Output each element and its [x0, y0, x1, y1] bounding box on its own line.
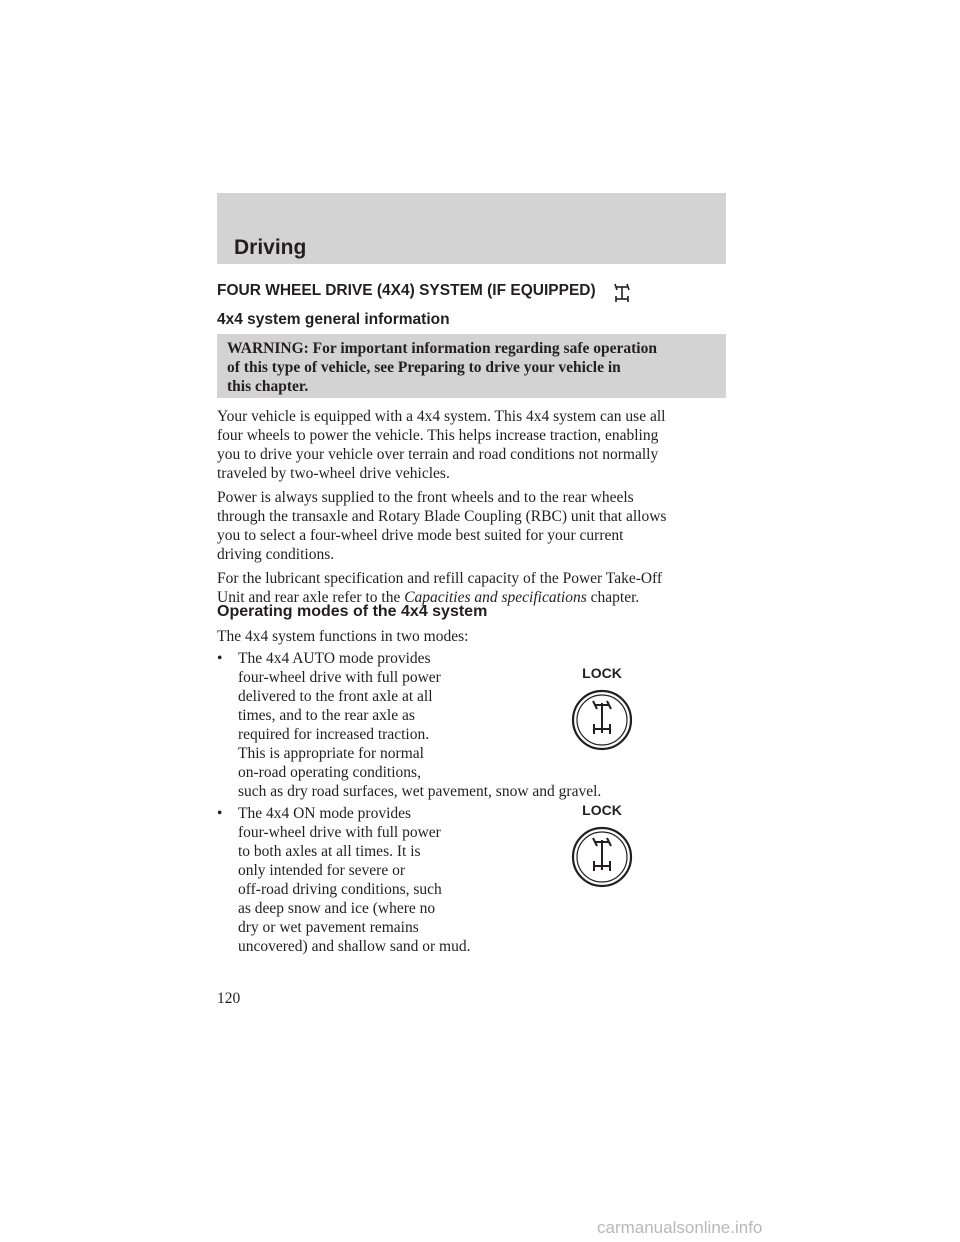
modes-heading: Operating modes of the 4x4 system — [217, 603, 488, 620]
lock-button-icon — [569, 802, 635, 892]
bullet: • — [217, 805, 223, 822]
lock-label: LOCK — [582, 802, 622, 818]
chapter-reference: Capacities and specifications — [404, 589, 587, 606]
warning-line: of this type of vehicle, see Preparing to drive your vehicle in — [227, 359, 621, 376]
4x4-drivetrain-icon — [612, 282, 632, 304]
bullet: • — [217, 650, 223, 667]
4x4-lock-icon — [569, 824, 635, 890]
subsection-title: 4x4 system general information — [217, 311, 450, 328]
paragraph-lubricant: For the lubricant specification and refill capacity of the Power Take-Off Unit and rear axle refer to the Capacities and specifications chapter. — [217, 570, 663, 606]
header-band — [217, 193, 726, 264]
modes-intro: The 4x4 system functions in two modes: — [217, 628, 469, 645]
warning-box — [217, 334, 726, 398]
list-item-auto-mode: • The 4x4 AUTO mode provides four-wheel drive with full power delivered to the front axle at all times, and to the rear axle as required for increased traction. This is appropriate for normal on-road operating conditions, such as dry road surfaces, wet pavement, snow and gravel. — [217, 650, 602, 800]
lock-label: LOCK — [582, 665, 622, 681]
paragraph-power: Power is always supplied to the front wheels and to the rear wheels through the transaxle and Rotary Blade Coupling (RBC) unit that allows you to select a four-wheel drive mode best suited for your current driving conditions. — [217, 489, 667, 563]
page-number: 120 — [217, 990, 241, 1007]
lock-button-icon — [569, 665, 635, 755]
list-item-on-mode: • The 4x4 ON mode provides four-wheel drive with full power to both axles at all times. It is only intended for severe or off-road driving conditions, such as deep snow and ice (where no dry or wet pavement remains uncovered) and shallow sand or mud. — [217, 805, 471, 955]
section-title: FOUR WHEEL DRIVE (4X4) SYSTEM (IF EQUIPPED) — [217, 282, 596, 299]
watermark: carmanualsonline.info — [597, 1218, 763, 1237]
page-section-title: Driving — [234, 236, 307, 259]
paragraph-intro: Your vehicle is equipped with a 4x4 system. This 4x4 system can use all four wheels to power the vehicle. This helps increase traction, enabling you to drive your vehicle over terrain and road conditions not normally traveled by two-wheel drive vehicles. — [217, 408, 666, 482]
4x4-lock-icon — [569, 687, 635, 753]
warning-line: this chapter. — [227, 378, 309, 395]
warning-line: WARNING: For important information regarding safe operation — [227, 340, 657, 357]
